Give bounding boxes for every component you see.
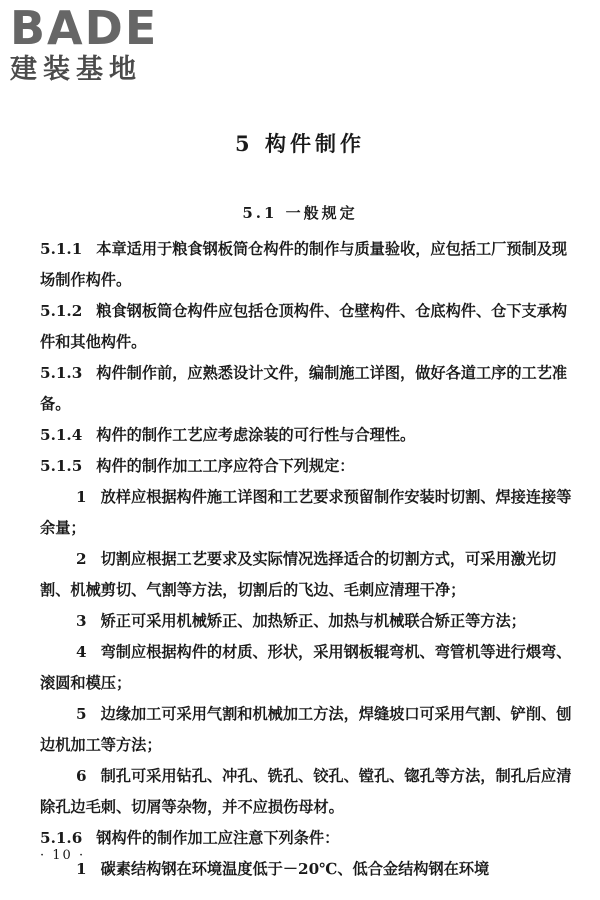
clause-number: 5.1.4 (40, 426, 83, 444)
clause-text: 构件的制作工艺应考虑涂装的可行性与合理性。 (96, 426, 416, 444)
clause-text: 钢构件的制作加工应注意下列条件： (96, 829, 340, 847)
logo-mark: BADE (10, 1, 159, 55)
clause-text: 本章适用于粮食钢板筒仓构件的制作与质量验收，应包括工厂预制及现场制作构件。 (40, 240, 568, 289)
item-text: 制孔可采用钻孔、冲孔、铣孔、铰孔、镗孔、锪孔等方法，制孔后应清除孔边毛刺、切屑等杂物，并不应损伤母材。 (40, 767, 572, 816)
item-text: 碳素结构钢在环境温度低于－20℃、低合金结构钢在环境 (100, 860, 490, 878)
clause-text: 粮食钢板筒仓构件应包括仓顶构件、仓壁构件、仓底构件、仓下支承构件和其他构件。 (40, 302, 568, 351)
clause-number: 5.1.6 (40, 829, 83, 847)
clause-5-1-1 (40, 234, 578, 296)
logo-subtitle: 建装基地 (10, 54, 142, 85)
clause-5-1-5 (40, 451, 578, 482)
list-item (40, 854, 578, 885)
clause-5-1-6 (40, 823, 578, 854)
item-number: 5 (76, 705, 87, 723)
list-item (40, 761, 578, 823)
item-text: 矫正可采用机械矫正、加热矫正、加热与机械联合矫正等方法； (100, 612, 526, 630)
item-number: 4 (76, 643, 87, 661)
logo (10, 1, 180, 86)
clause-text: 构件的制作加工工序应符合下列规定： (96, 457, 355, 475)
clause-5-1-4 (40, 420, 578, 451)
list-item (40, 606, 578, 637)
list-item (40, 699, 578, 761)
clause-number: 5.1.1 (40, 240, 83, 258)
item-text: 切割应根据工艺要求及实际情况选择适合的切割方式，可采用激光切割、机械剪切、气割等方法，切割后的飞边、毛刺应清理干净； (40, 550, 557, 599)
list-item (40, 544, 578, 606)
section-title: 5.1 一般规定 (242, 204, 358, 222)
item-text: 弯制应根据构件的材质、形状，采用钢板辊弯机、弯管机等进行煨弯、滚圆和模压； (40, 643, 572, 692)
item-number: 1 (76, 488, 87, 506)
item-number: 1 (76, 860, 87, 878)
list-item (40, 637, 578, 699)
document-body (40, 234, 578, 885)
item-number: 3 (76, 612, 87, 630)
item-number: 6 (76, 767, 87, 785)
clause-number: 5.1.3 (40, 364, 83, 382)
item-number: 2 (76, 550, 87, 568)
item-text: 放样应根据构件施工详图和工艺要求预留制作安装时切割、焊接连接等余量； (40, 488, 572, 537)
clause-text: 构件制作前，应熟悉设计文件，编制施工详图，做好各道工序的工艺准备。 (40, 364, 568, 413)
chapter-title: 5 构件制作 (235, 131, 365, 156)
item-text: 边缘加工可采用气割和机械加工方法，焊缝坡口可采用气割、铲削、刨边机加工等方法； (40, 705, 572, 754)
clause-5-1-3 (40, 358, 578, 420)
page-number: · 10 · (40, 848, 86, 863)
clause-number: 5.1.5 (40, 457, 83, 475)
clause-5-1-2 (40, 296, 578, 358)
list-item (40, 482, 578, 544)
clause-number: 5.1.2 (40, 302, 83, 320)
